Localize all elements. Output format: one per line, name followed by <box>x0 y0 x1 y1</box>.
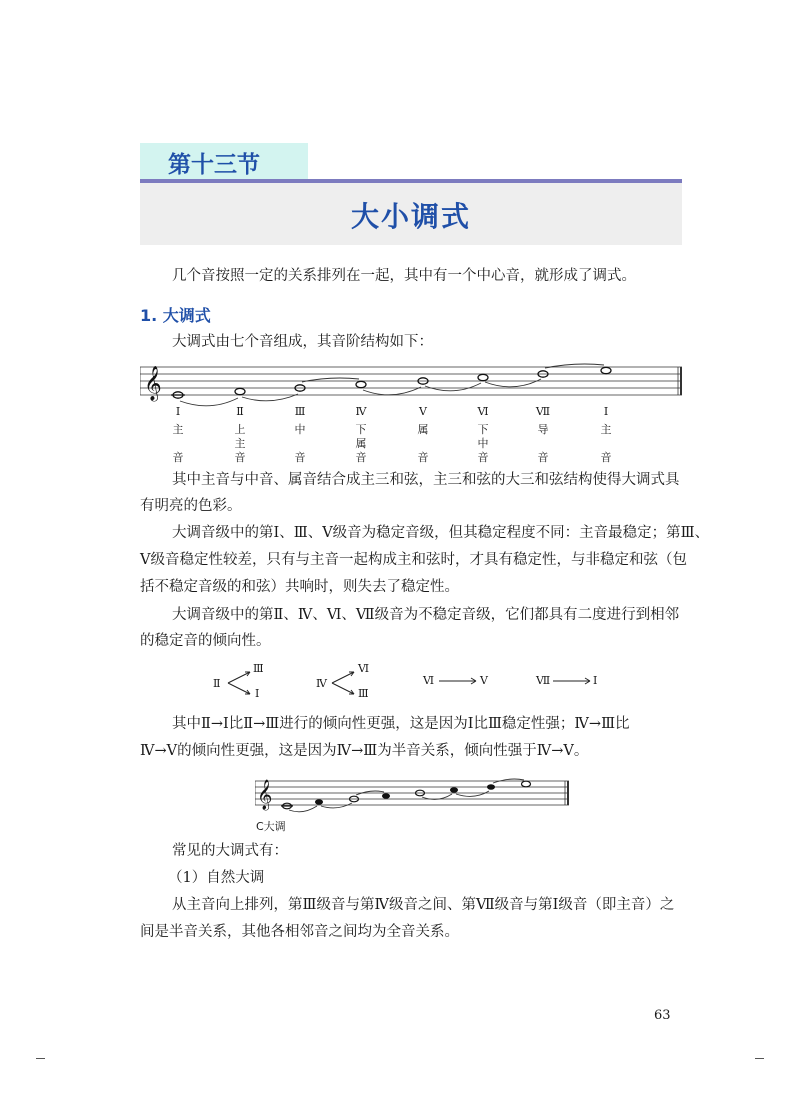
degree-name: 主 <box>600 423 612 436</box>
degree-roman: Ⅵ <box>477 405 489 418</box>
tendency-from: Ⅵ <box>423 674 435 687</box>
scale-notes <box>171 367 611 398</box>
tendency-down: Ⅲ <box>358 687 369 700</box>
degree-name: 下 <box>477 423 489 436</box>
section-tab-label: 第十三节 <box>168 152 260 178</box>
degree-roman: Ⅴ <box>419 405 427 418</box>
degree-roman: Ⅶ <box>535 405 551 418</box>
paragraph-line: 括不稳定音级的和弦）共响时，则失去了稳定性。 <box>140 579 459 595</box>
tendency-to: Ⅴ <box>480 674 488 687</box>
degree-name: 中 <box>294 423 306 436</box>
degree-roman: Ⅲ <box>294 405 306 418</box>
degree-roman: Ⅳ <box>355 405 367 418</box>
tendency-down: Ⅰ <box>255 687 260 700</box>
crop-mark <box>36 1058 45 1059</box>
heading-major: 1. 大调式 <box>140 306 211 325</box>
degree-name: 属 <box>417 423 429 436</box>
degree-name: 上 <box>234 423 246 436</box>
degree-name: 主 <box>172 423 184 436</box>
degree-name: 音 <box>172 451 184 464</box>
arrow-right-icon <box>552 675 592 687</box>
degree-name: 中 <box>477 437 489 450</box>
degree-roman: Ⅰ <box>603 405 609 418</box>
whole-step-slurs <box>180 379 541 406</box>
paragraph-line: 大调音级中的第Ⅰ、Ⅲ、Ⅴ级音为稳定音级，但其稳定程度不同：主音最稳定；第Ⅲ、 <box>172 525 710 541</box>
degree-name: 属 <box>355 437 367 450</box>
paragraph-line: 其中Ⅱ→Ⅰ比Ⅱ→Ⅲ进行的倾向性更强，这是因为Ⅰ比Ⅲ稳定性强；Ⅳ→Ⅲ比 <box>172 716 630 732</box>
tendency-to: Ⅰ <box>593 674 598 687</box>
degree-name: 音 <box>537 451 549 464</box>
structure-text: 大调式由七个音组成，其音阶结构如下： <box>172 334 433 350</box>
degree-name: 音 <box>417 451 429 464</box>
paragraph-line: 从主音向上排列，第Ⅲ级音与第Ⅳ级音之间、第Ⅶ级音与第Ⅰ级音（即主音）之 <box>172 897 675 913</box>
section-tab <box>140 143 308 179</box>
subheading-natural: （1）自然大调 <box>168 870 265 886</box>
degree-roman: Ⅰ <box>175 405 181 418</box>
tendency-up: Ⅲ <box>253 662 264 675</box>
paragraph-line: 大调音级中的第Ⅱ、Ⅳ、Ⅵ、Ⅶ级音为不稳定音级，它们都具有二度进行到相邻 <box>172 607 680 623</box>
branch-arrow-icon <box>330 668 358 698</box>
crop-mark <box>755 1058 764 1059</box>
branch-arrow-icon <box>226 668 254 698</box>
degree-name: 下 <box>355 423 367 436</box>
degree-name: 音 <box>600 451 612 464</box>
staff-caption: C大调 <box>256 820 286 833</box>
paragraph-line: Ⅳ→Ⅴ的倾向性更强，这是因为Ⅳ→Ⅲ为半音关系，倾向性强于Ⅳ→Ⅴ。 <box>140 743 589 759</box>
degree-name: 音 <box>294 451 306 464</box>
degree-name: 音 <box>355 451 367 464</box>
paragraph-line: 有明亮的色彩。 <box>140 498 242 514</box>
paragraph-line: 的稳定音的倾向性。 <box>140 633 271 649</box>
paragraph-line: 常见的大调式有： <box>172 843 288 859</box>
degree-name: 导 <box>537 423 549 436</box>
paragraph-line: 其中主音与中音、属音结合成主三和弦，主三和弦的大三和弦结构使得大调式具 <box>172 472 680 488</box>
paragraph-line: 间是半音关系，其他各相邻音之间均为全音关系。 <box>140 924 459 940</box>
treble-clef-icon: 𝄞 <box>257 780 273 810</box>
title-band <box>140 183 682 245</box>
c-major-staff <box>255 775 573 815</box>
degree-roman: Ⅱ <box>236 405 244 418</box>
degree-name: 主 <box>234 437 246 450</box>
degree-name: 音 <box>477 451 489 464</box>
tendency-from: Ⅳ <box>316 677 327 690</box>
page-number: 63 <box>654 1008 671 1023</box>
degree-name: 音 <box>234 451 246 464</box>
intro-text: 几个音按照一定的关系排列在一起，其中有一个中心音，就形成了调式。 <box>172 268 636 284</box>
major-scale-staff <box>140 360 685 410</box>
tendency-from: Ⅶ <box>536 674 551 687</box>
paragraph-line: Ⅴ级音稳定性较差，只有与主音一起构成主和弦时，才具有稳定性，与非稳定和弦（包 <box>140 552 687 568</box>
tendency-from: Ⅱ <box>213 677 221 690</box>
tendency-up: Ⅵ <box>358 662 370 675</box>
page-title: 大小调式 <box>350 200 471 233</box>
arrow-right-icon <box>438 675 478 687</box>
treble-clef-icon: 𝄞 <box>144 366 162 401</box>
